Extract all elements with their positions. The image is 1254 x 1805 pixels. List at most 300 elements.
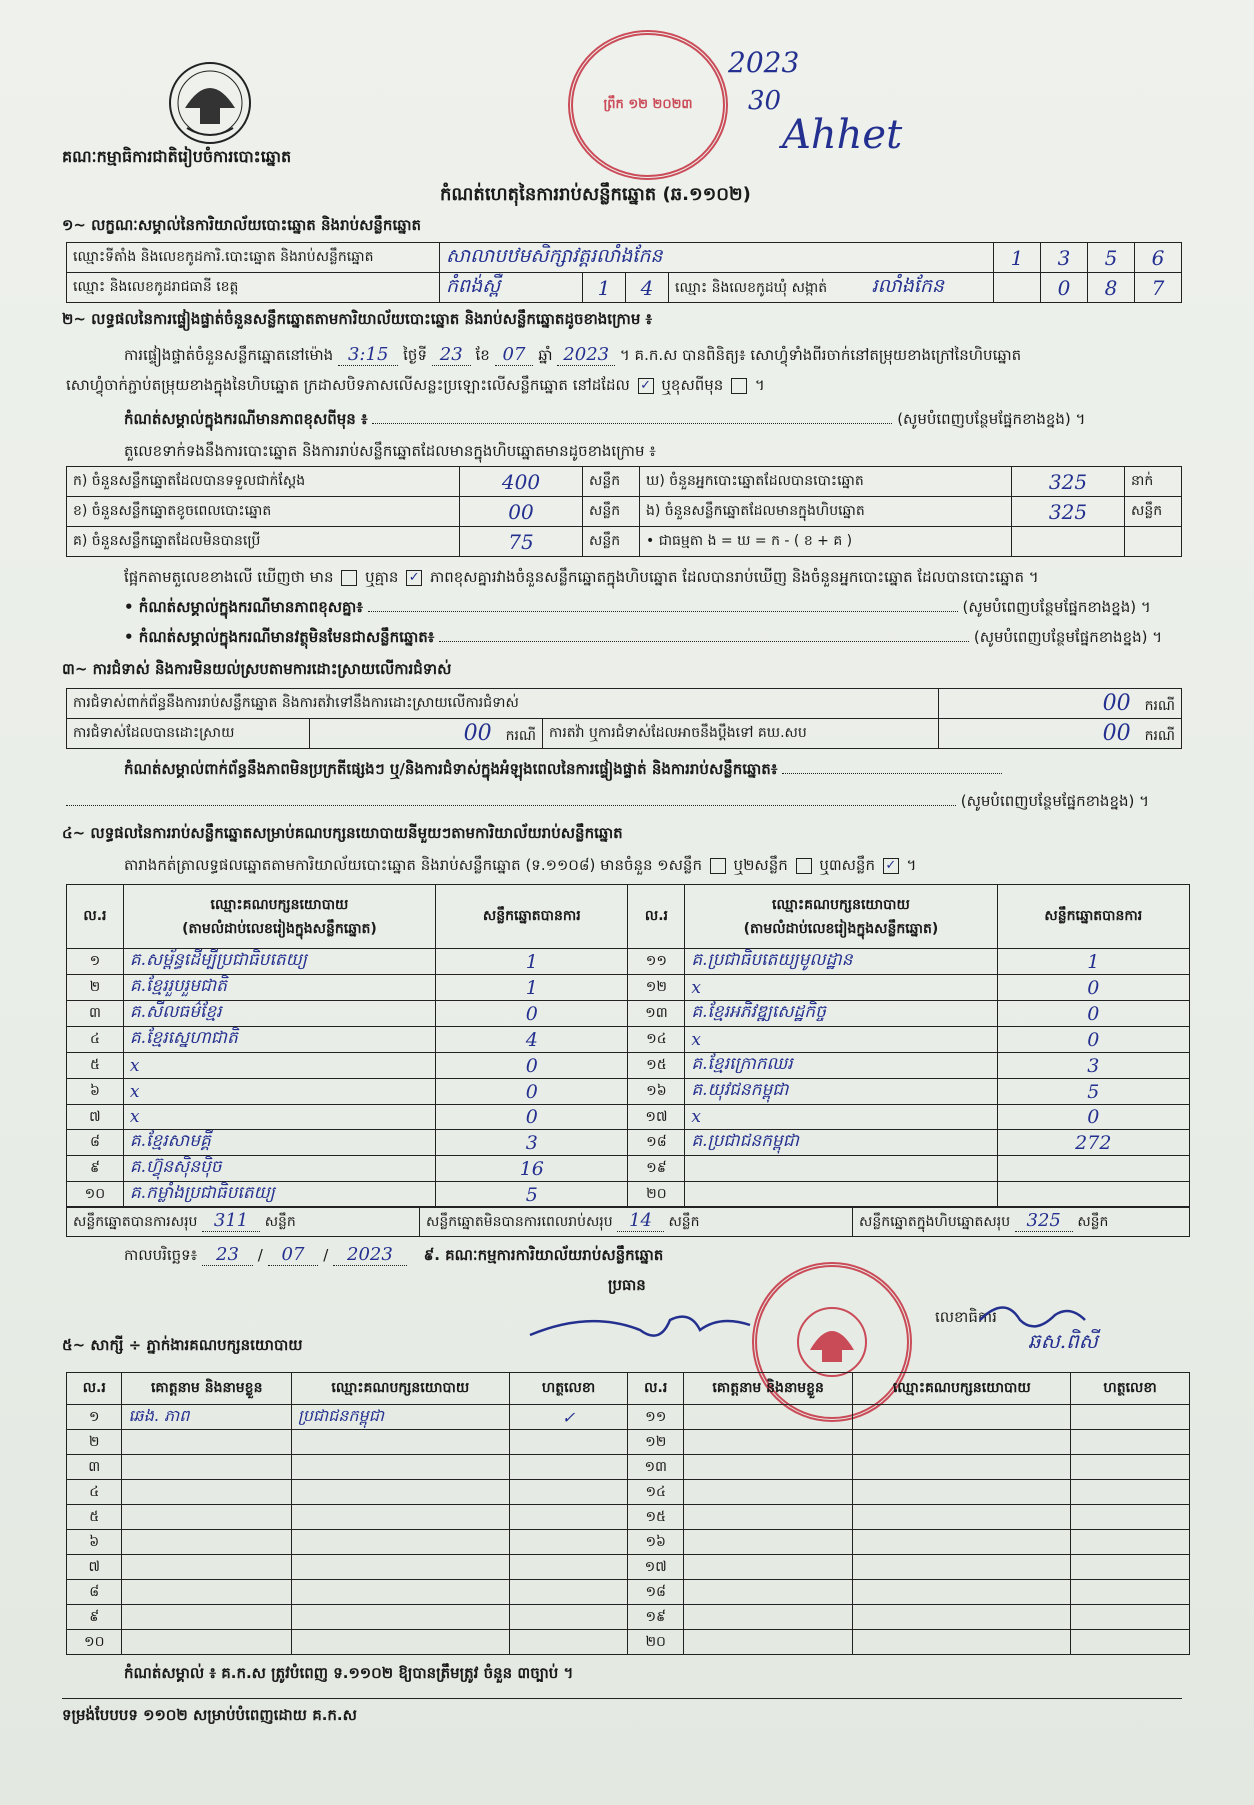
verify-day-label: ថ្ងៃទី bbox=[403, 346, 427, 364]
party-no: ៧ bbox=[67, 1105, 124, 1130]
results-row bbox=[67, 1105, 1190, 1130]
party-no: ៩ bbox=[67, 1156, 124, 1182]
witness-row bbox=[67, 1555, 1190, 1580]
diff-note-2-label: • កំណត់សម្គាល់ក្នុងករណីមានភាពខុសគ្នា៖ bbox=[124, 598, 363, 616]
results-row bbox=[67, 949, 1190, 975]
secretary-name: ឆស.ពិសី bbox=[1028, 1329, 1098, 1353]
valid-total-label: សន្លឹកឆ្នោតបានការសរុប bbox=[73, 1214, 198, 1230]
col-no-left: ល.រ bbox=[67, 885, 124, 949]
witness-row bbox=[67, 1430, 1190, 1455]
witness-no: ៤ bbox=[67, 1480, 122, 1505]
date-month: 07 bbox=[268, 1244, 319, 1266]
province-code-1: 1 bbox=[583, 273, 626, 303]
party-votes-r bbox=[997, 1182, 1189, 1208]
box-total-unit: សន្លឹក bbox=[1077, 1214, 1109, 1230]
figures-intro: តួលេខទាក់ទងនឹងការបោះឆ្នោត និងការរាប់សន្លឹកឆ្នោតដែលមានក្នុងហិបឆ្នោតមានដូចខាងក្រោម ៖ bbox=[124, 442, 656, 460]
party-votes-r: 5 bbox=[997, 1079, 1189, 1105]
witness-row bbox=[67, 1580, 1190, 1605]
appeal-unit: ករណី bbox=[1144, 727, 1175, 744]
witness-col-name: គោត្តនាម និងនាមខ្លួន bbox=[122, 1373, 291, 1405]
witness-no-r: ១៥ bbox=[628, 1505, 683, 1530]
party-votes-r bbox=[997, 1156, 1189, 1182]
witness-col-party-r: ឈ្មោះគណបក្សនយោបាយ bbox=[853, 1373, 1071, 1405]
witness-party-r bbox=[853, 1480, 1071, 1505]
stamp-text: ព្រឹក ១២ ២០២៣ bbox=[603, 97, 693, 112]
party-no: ២ bbox=[67, 975, 124, 1001]
official-stamp-top bbox=[568, 30, 728, 180]
party-name: គ.កម្លាំងប្រជាធិបតេយ្យ bbox=[123, 1182, 435, 1208]
party-name: គ.ហ៊្វុនស៊ិនប៉ិច bbox=[123, 1156, 435, 1182]
figure-right-unit bbox=[1125, 527, 1182, 557]
appeal-count-cell bbox=[939, 719, 1182, 749]
party-votes: 1 bbox=[436, 975, 628, 1001]
witness-no-r: ១២ bbox=[628, 1430, 683, 1455]
witness-party-r bbox=[853, 1530, 1071, 1555]
witness-signature-r bbox=[1071, 1455, 1190, 1480]
col-party-left bbox=[123, 885, 435, 949]
party-votes-r: 3 bbox=[997, 1053, 1189, 1079]
party-no: ៣ bbox=[67, 1001, 124, 1027]
witness-party-r bbox=[853, 1630, 1071, 1655]
nec-emblem-icon bbox=[165, 58, 255, 148]
witness-no: ៩ bbox=[67, 1605, 122, 1630]
party-no: ៥ bbox=[67, 1053, 124, 1079]
witness-party bbox=[291, 1630, 509, 1655]
party-no-r: ១១ bbox=[628, 949, 685, 975]
witness-no: ១ bbox=[67, 1405, 122, 1430]
valid-total-unit: សន្លឹក bbox=[264, 1214, 296, 1230]
witness-row bbox=[67, 1480, 1190, 1505]
party-name-r bbox=[685, 1156, 997, 1182]
has-label: ផ្អែកតាមតួលេខខាងលើ ឃើញថា មាន bbox=[124, 568, 334, 586]
witness-col-party: ឈ្មោះគណបក្សនយោបាយ bbox=[291, 1373, 509, 1405]
witness-name bbox=[122, 1605, 291, 1630]
none-label: ឬគ្មាន bbox=[365, 568, 399, 586]
party-name-r: គ.ខ្មែរអភិវឌ្ឍសេដ្ឋកិច្ច bbox=[685, 1001, 997, 1027]
verify-line-2: សោហ្វុំចាក់ភ្ជាប់តម្រុយខាងក្នុងនៃហិបឆ្នោត ក្រដាសបិទភាសលើសន្លះប្រឡោះលើសន្លឹកឆ្នោត នៅដដែល ✓ ឬខុសពីមុន ។ bbox=[66, 376, 765, 394]
sheet-count-text: តារាងកត់ត្រាលទ្ធផលឆ្នោតតាមការិយាល័យបោះឆ្នោត និងរាប់សន្លឹកឆ្នោត (ទ.១១០៨) មានចំនួន ១សន្លឹក bbox=[124, 856, 702, 874]
results-row bbox=[67, 1130, 1190, 1156]
party-no: ៨ bbox=[67, 1130, 124, 1156]
party-votes: 0 bbox=[436, 1079, 628, 1105]
party-name-r: គ.យុវជនកម្ពុជា bbox=[685, 1079, 997, 1105]
col-votes-left: សន្លឹកឆ្នោតបានការ bbox=[436, 885, 628, 949]
witness-party: ប្រជាជនកម្ពុជា bbox=[291, 1405, 509, 1430]
figure-right-value-text: 325 bbox=[1048, 499, 1088, 524]
party-no: ៤ bbox=[67, 1027, 124, 1053]
verify-year: 2023 bbox=[557, 344, 615, 366]
witness-party bbox=[291, 1480, 509, 1505]
objection-count-cell bbox=[939, 689, 1182, 719]
witness-no-r: ២០ bbox=[628, 1630, 683, 1655]
witness-signature-r bbox=[1071, 1405, 1190, 1430]
committee-label: ៩. គណៈកម្មការការិយាល័យរាប់សន្លឹកឆ្នោត bbox=[423, 1246, 664, 1264]
figure-value-text: 75 bbox=[508, 529, 534, 554]
witness-row bbox=[67, 1605, 1190, 1630]
witness-party-r bbox=[853, 1505, 1071, 1530]
results-row bbox=[67, 1053, 1190, 1079]
irregularity-note bbox=[124, 760, 1002, 782]
two-sheet-label: ឬ២សន្លឹក bbox=[733, 856, 788, 874]
party-votes-r: 1 bbox=[997, 949, 1189, 975]
witness-signature-r bbox=[1071, 1605, 1190, 1630]
resolved-count: 00 bbox=[463, 720, 492, 746]
discrepancy-text: ភាពខុសគ្នារវាងចំនួនសន្លឹកឆ្នោតក្នុងហិបឆ្នោត ដែលបានរាប់ឃើញ និងចំនួនអ្នកបោះឆ្នោត ដែលបានបោះឆ្នោត ។ bbox=[429, 568, 1039, 586]
discrepancy-line bbox=[124, 568, 1039, 590]
verify-month-label: ខែ bbox=[475, 346, 490, 364]
results-row bbox=[67, 1156, 1190, 1182]
verify-line-1 bbox=[124, 344, 1021, 368]
commune-name: រលាំងកែន bbox=[871, 274, 944, 297]
witness-name bbox=[122, 1480, 291, 1505]
party-votes: 0 bbox=[436, 1001, 628, 1027]
verify-line-1-rest: ។ គ.ក.ស បានពិនិត្យ៖ សោហ្វុំទាំងពីរចាក់នៅតម្រុយខាងក្រៅនៃហិបឆ្នោត bbox=[619, 346, 1022, 364]
figure-right-value-text: 325 bbox=[1048, 469, 1088, 494]
figure-right-unit: នាក់ bbox=[1125, 467, 1182, 497]
one-sheet-checkbox[interactable] bbox=[710, 858, 726, 874]
party-votes-r: 0 bbox=[997, 1027, 1189, 1053]
party-no-r: ១២ bbox=[628, 975, 685, 1001]
witness-no-r: ១៦ bbox=[628, 1530, 683, 1555]
witness-name-r bbox=[683, 1580, 852, 1605]
verify-time-label: ការផ្ទៀងផ្ទាត់ចំនួនសន្លឹកឆ្នោតនៅម៉ោង bbox=[124, 346, 334, 364]
objection-unit: ករណី bbox=[1144, 697, 1175, 714]
province-name: កំពង់ស្ពឺ bbox=[440, 273, 583, 303]
appeal-count: 00 bbox=[1102, 720, 1131, 746]
party-name: x bbox=[123, 1105, 435, 1130]
witness-name bbox=[122, 1630, 291, 1655]
witness-name-r bbox=[683, 1530, 852, 1555]
witness-signature bbox=[509, 1480, 628, 1505]
witness-col-sig-r: ហត្ថលេខា bbox=[1071, 1373, 1190, 1405]
objection-label: ការជំទាស់ពាក់ព័ន្ធនឹងការរាប់សន្លឹកឆ្នោត និងការតវ៉ាទៅនឹងការដោះស្រាយលើការជំទាស់ bbox=[67, 689, 939, 719]
commune-label: ឈ្មោះ និងលេខកូដឃុំ សង្កាត់ bbox=[675, 279, 828, 296]
party-no-r: ១៦ bbox=[628, 1079, 685, 1105]
witness-no: ២ bbox=[67, 1430, 122, 1455]
witness-party-r bbox=[853, 1555, 1071, 1580]
witness-no: ៧ bbox=[67, 1555, 122, 1580]
witness-signature bbox=[509, 1505, 628, 1530]
party-name-r: x bbox=[685, 975, 997, 1001]
witness-name bbox=[122, 1555, 291, 1580]
province-label: ឈ្មោះ និងលេខកូដរាជធានី ខេត្ត bbox=[67, 273, 440, 303]
party-name-r: x bbox=[685, 1027, 997, 1053]
witness-signature-r bbox=[1071, 1630, 1190, 1655]
station-code-3: 5 bbox=[1088, 243, 1135, 273]
witness-no-r: ១៨ bbox=[628, 1580, 683, 1605]
footnote: កំណត់សម្គាល់ ៖ គ.ក.ស ត្រូវបំពេញ ទ.១១០២ ឱ្យបានត្រឹមត្រូវ ចំនួន ៣ច្បាប់ ។ bbox=[124, 1664, 574, 1682]
box-total-label: សន្លឹកឆ្នោតក្នុងហិបឆ្នោតសរុប bbox=[859, 1214, 1011, 1230]
commune-code-3: 7 bbox=[1135, 273, 1182, 303]
witness-name-r bbox=[683, 1430, 852, 1455]
commune-code-spacer bbox=[994, 273, 1041, 303]
witness-signature-r bbox=[1071, 1530, 1190, 1555]
witness-no: ៥ bbox=[67, 1505, 122, 1530]
witness-party-r bbox=[853, 1605, 1071, 1630]
sheet-count-line: តារាងកត់ត្រាលទ្ធផលឆ្នោតតាមការិយាល័យបោះឆ្នោត និងរាប់សន្លឹកឆ្នោត (ទ.១១០៨) មានចំនួន ១សន្លឹក ឬ២សន្លឹក ឬ៣សន្លឹក ✓ ។ bbox=[124, 856, 917, 874]
witness-col-sig: ហត្ថលេខា bbox=[509, 1373, 628, 1405]
results-row bbox=[67, 1079, 1190, 1105]
witness-signature-r bbox=[1071, 1480, 1190, 1505]
station-table bbox=[66, 242, 1182, 303]
figure-right-value bbox=[1012, 527, 1125, 557]
station-label: ឈ្មោះទីតាំង និងលេខកូដការិ.បោះឆ្នោត និងរាប់សន្លឹកឆ្នោត bbox=[67, 243, 440, 273]
witness-name bbox=[122, 1580, 291, 1605]
figure-label: គ) ចំនួនសន្លឹកឆ្នោតដែលមិនបានប្រើ bbox=[67, 527, 460, 557]
party-name: គ.ខ្មែររួបរួមជាតិ bbox=[123, 975, 435, 1001]
irregularity-note-2 bbox=[66, 792, 1182, 814]
object-note-blank bbox=[439, 629, 969, 642]
appeal-label: ការតវ៉ា ឬការជំទាស់ដែលអាចនឹងប្ដឹងទៅ គឃ.សប bbox=[543, 719, 939, 749]
party-votes: 0 bbox=[436, 1105, 628, 1130]
diff-note-2-hint: (សូមបំពេញបន្ថែមផ្នែកខាងខ្នង) ។ bbox=[962, 598, 1151, 616]
invalid-total: 14 bbox=[617, 1210, 664, 1232]
witness-no-r: ១៤ bbox=[628, 1480, 683, 1505]
irregularity-hint: (សូមបំពេញបន្ថែមផ្នែកខាងខ្នង) ។ bbox=[960, 792, 1150, 810]
witness-col-no-r: ល.រ bbox=[628, 1373, 683, 1405]
org-name: គណៈកម្មាធិការជាតិរៀបចំការបោះឆ្នោត bbox=[62, 147, 292, 166]
chair-signature bbox=[520, 1290, 760, 1360]
date-line: កាលបរិច្ឆេទ៖ 23 / 07 / 2023 ៩. គណៈកម្មការការិយាល័យរាប់សន្លឹកឆ្នោត bbox=[124, 1244, 664, 1265]
figure-value-text: 400 bbox=[501, 469, 541, 494]
witness-name: ឆេង. ភាព bbox=[122, 1405, 291, 1430]
irregularity-blank-2 bbox=[66, 793, 956, 806]
object-note bbox=[124, 628, 1184, 650]
party-name-r: គ.ប្រជាជនកម្ពុជា bbox=[685, 1130, 997, 1156]
witness-name-r bbox=[683, 1630, 852, 1655]
witness-signature: ✓ bbox=[509, 1405, 628, 1430]
section-1-title: ១~ លក្ខណៈសម្គាល់នៃការិយាល័យបោះឆ្នោត និងរាប់សន្លឹកឆ្នោត bbox=[62, 216, 422, 234]
witness-name-r bbox=[683, 1405, 852, 1430]
party-no-r: ១៤ bbox=[628, 1027, 685, 1053]
irregularity-label: កំណត់សម្គាល់ពាក់ព័ន្ធនឹងភាពមិនប្រក្រតីផ្សេងៗ ឬ/និងការជំទាស់ក្នុងអំឡុងពេលនៃការផ្ទៀងផ្ទាត់ និងការរាប់សន្លឹកឆ្នោត៖ bbox=[124, 760, 778, 778]
col-no-right: ល.រ bbox=[628, 885, 685, 949]
verify-time: 3:15 bbox=[338, 344, 398, 366]
handwritten-initials: Ahhet bbox=[782, 112, 903, 158]
party-name-r bbox=[685, 1182, 997, 1208]
witness-party bbox=[291, 1430, 509, 1455]
party-no: ៦ bbox=[67, 1079, 124, 1105]
date-day: 23 bbox=[202, 1244, 253, 1266]
witness-row bbox=[67, 1505, 1190, 1530]
three-sheet-checkbox[interactable]: ✓ bbox=[883, 858, 899, 874]
party-votes: 1 bbox=[436, 949, 628, 975]
witness-signature bbox=[509, 1530, 628, 1555]
witness-no-r: ១៣ bbox=[628, 1455, 683, 1480]
date-year: 2023 bbox=[333, 1244, 407, 1266]
footer-divider bbox=[62, 1698, 1182, 1699]
box-total-cell bbox=[853, 1207, 1190, 1237]
three-sheet-label: ឬ៣សន្លឹក bbox=[819, 856, 875, 874]
date-label: កាលបរិច្ឆេទ៖ bbox=[124, 1246, 198, 1264]
no-diff-checkbox[interactable]: ✓ bbox=[406, 570, 422, 586]
witness-party-r bbox=[853, 1580, 1071, 1605]
party-votes: 5 bbox=[436, 1182, 628, 1208]
witness-name-r bbox=[683, 1480, 852, 1505]
resolved-label: ការជំទាស់ដែលបានដោះស្រាយ bbox=[67, 719, 310, 749]
invalid-total-unit: សន្លឹក bbox=[668, 1214, 700, 1230]
witness-row bbox=[67, 1405, 1190, 1430]
witness-name bbox=[122, 1455, 291, 1480]
witness-party-r bbox=[853, 1455, 1071, 1480]
party-name-r: គ.ខ្មែរក្រោកឈរ bbox=[685, 1053, 997, 1079]
witness-party bbox=[291, 1530, 509, 1555]
valid-total: 311 bbox=[202, 1210, 260, 1232]
party-name: គ.ខ្មែរសាមគ្គី bbox=[123, 1130, 435, 1156]
witness-col-no: ល.រ bbox=[67, 1373, 122, 1405]
figures-row bbox=[67, 497, 1182, 527]
diff-note-blank bbox=[372, 411, 892, 424]
party-name: គ.ខ្មែរស្នេហាជាតិ bbox=[123, 1027, 435, 1053]
party-no-r: ១៩ bbox=[628, 1156, 685, 1182]
witness-name-r bbox=[683, 1605, 852, 1630]
figure-right-label: ង) ចំនួនសន្លឹកឆ្នោតដែលមានក្នុងហិបឆ្នោត bbox=[640, 497, 1012, 527]
witness-no: ១០ bbox=[67, 1630, 122, 1655]
witness-name bbox=[122, 1505, 291, 1530]
party-no: ១០ bbox=[67, 1182, 124, 1208]
section-3-title: ៣~ ការជំទាស់ និងការមិនយល់ស្របតាមការដោះស្រាយលើការជំទាស់ bbox=[62, 660, 452, 678]
witness-party bbox=[291, 1455, 509, 1480]
witness-signature bbox=[509, 1555, 628, 1580]
party-no-r: ១៧ bbox=[628, 1105, 685, 1130]
figure-right-value bbox=[1012, 467, 1125, 497]
figures-row bbox=[67, 527, 1182, 557]
party-votes-r: 0 bbox=[997, 1001, 1189, 1027]
party-votes-r: 272 bbox=[997, 1130, 1189, 1156]
two-sheet-checkbox[interactable] bbox=[796, 858, 812, 874]
col-party-right bbox=[685, 885, 997, 949]
party-name: គ.សីលធម៌ខ្មែរ bbox=[123, 1001, 435, 1027]
party-votes: 0 bbox=[436, 1053, 628, 1079]
party-no-r: ១៣ bbox=[628, 1001, 685, 1027]
verify-year-label: ឆ្នាំ bbox=[538, 346, 553, 364]
party-name: គ.សម្ព័ន្ធដើម្បីប្រជាធិបតេយ្យ bbox=[123, 949, 435, 975]
invalid-total-cell bbox=[420, 1207, 853, 1237]
col-party-right-sub: (តាមលំដាប់លេខរៀងក្នុងសន្លឹកឆ្នោត) bbox=[743, 920, 939, 937]
figure-unit: សន្លឹក bbox=[583, 527, 640, 557]
col-votes-right: សន្លឹកឆ្នោតបានការ bbox=[997, 885, 1189, 949]
irregularity-blank bbox=[782, 761, 1002, 774]
figures-table bbox=[66, 466, 1182, 557]
party-votes-r: 0 bbox=[997, 975, 1189, 1001]
figure-unit: សន្លឹក bbox=[583, 467, 640, 497]
station-code-4: 6 bbox=[1135, 243, 1182, 273]
witness-row bbox=[67, 1630, 1190, 1655]
objections-table bbox=[66, 688, 1182, 749]
commune-code-2: 8 bbox=[1088, 273, 1135, 303]
resolved-count-cell bbox=[310, 719, 543, 749]
witness-party-r bbox=[853, 1430, 1071, 1455]
party-name: x bbox=[123, 1053, 435, 1079]
section-5-title: ៥~ សាក្សី ÷ ភ្នាក់ងារគណបក្សនយោបាយ bbox=[62, 1336, 303, 1354]
form-title: កំណត់ហេតុនៃការរាប់សន្លឹកឆ្នោត (ឆ.១១០២) bbox=[440, 184, 751, 205]
witness-name bbox=[122, 1430, 291, 1455]
figures-row bbox=[67, 467, 1182, 497]
figure-label: ខ) ចំនួនសន្លឹកឆ្នោតខូចពេលបោះឆ្នោត bbox=[67, 497, 460, 527]
object-note-hint: (សូមបំពេញបន្ថែមផ្នែកខាងខ្នង) ។ bbox=[973, 628, 1163, 646]
party-name: x bbox=[123, 1079, 435, 1105]
party-votes: 4 bbox=[436, 1027, 628, 1053]
witness-no-r: ១១ bbox=[628, 1405, 683, 1430]
party-votes: 3 bbox=[436, 1130, 628, 1156]
witness-signature bbox=[509, 1455, 628, 1480]
different-label: ឬខុសពីមុន bbox=[661, 376, 724, 394]
witness-party bbox=[291, 1605, 509, 1630]
witness-signature-r bbox=[1071, 1505, 1190, 1530]
diff-note-2-blank bbox=[368, 599, 958, 612]
results-row bbox=[67, 975, 1190, 1001]
figure-right-label: ឃ) ចំនួនអ្នកបោះឆ្នោតដែលបានបោះឆ្នោត bbox=[640, 467, 1012, 497]
province-code-2: 4 bbox=[626, 273, 669, 303]
section-4-title: ៤~ លទ្ធផលនៃការរាប់សន្លឹកឆ្នោតសម្រាប់គណបក្សនយោបាយនីមួយៗតាមការិយាល័យរាប់សន្លឹកឆ្នោត bbox=[62, 824, 623, 842]
commune-code-1: 0 bbox=[1041, 273, 1088, 303]
witness-signature-r bbox=[1071, 1555, 1190, 1580]
witness-signature bbox=[509, 1605, 628, 1630]
hw-year: 2023 bbox=[728, 46, 800, 79]
party-votes: 16 bbox=[436, 1156, 628, 1182]
witness-no-r: ១៩ bbox=[628, 1605, 683, 1630]
witness-signature-r bbox=[1071, 1430, 1190, 1455]
figure-right-unit: សន្លឹក bbox=[1125, 497, 1182, 527]
witness-name bbox=[122, 1530, 291, 1555]
object-note-label: • កំណត់សម្គាល់ក្នុងករណីមានវត្ថុមិនមែនជាសន្លឹកឆ្នោត៖ bbox=[124, 628, 435, 646]
col-party-left-title: ឈ្មោះគណបក្សនយោបាយ bbox=[210, 896, 349, 913]
box-total: 325 bbox=[1015, 1210, 1073, 1232]
figure-unit: សន្លឹក bbox=[583, 497, 640, 527]
witness-signature bbox=[509, 1580, 628, 1605]
witness-name-r bbox=[683, 1505, 852, 1530]
witness-col-name-r: គោត្តនាម និងនាមខ្លួន bbox=[683, 1373, 852, 1405]
resolved-unit: ករណី bbox=[505, 727, 536, 744]
party-no-r: ២០ bbox=[628, 1182, 685, 1208]
witness-signature bbox=[509, 1630, 628, 1655]
party-no-r: ១៨ bbox=[628, 1130, 685, 1156]
objection-count: 00 bbox=[1102, 690, 1131, 716]
verify-day: 23 bbox=[432, 344, 471, 366]
party-no: ១ bbox=[67, 949, 124, 975]
figure-right-value bbox=[1012, 497, 1125, 527]
figure-value-text: 00 bbox=[508, 499, 534, 524]
witness-signature bbox=[509, 1430, 628, 1455]
same-as-before-checkbox[interactable]: ✓ bbox=[638, 378, 654, 394]
secretary-label: លេខាធិការ bbox=[935, 1308, 997, 1326]
figure-label: ក) ចំនួនសន្លឹកឆ្នោតដែលបានទទួលជាក់ស្តែង bbox=[67, 467, 460, 497]
witness-row bbox=[67, 1530, 1190, 1555]
witness-no-r: ១៧ bbox=[628, 1555, 683, 1580]
valid-total-cell bbox=[67, 1207, 420, 1237]
diff-note-label: កំណត់សម្គាល់ក្នុងករណីមានភាពខុសពីមុន ៖ bbox=[124, 410, 368, 428]
has-diff-checkbox[interactable] bbox=[341, 570, 357, 586]
figure-value bbox=[460, 497, 583, 527]
party-name-r: x bbox=[685, 1105, 997, 1130]
diff-note-2 bbox=[124, 598, 1184, 620]
station-code-1: 1 bbox=[994, 243, 1041, 273]
witness-party bbox=[291, 1505, 509, 1530]
different-checkbox[interactable] bbox=[731, 378, 747, 394]
diff-note-hint: (សូមបំពេញបន្ថែមផ្នែកខាងខ្នង) ។ bbox=[897, 410, 1086, 428]
figure-value bbox=[460, 527, 583, 557]
witness-table bbox=[66, 1372, 1190, 1655]
stamp-emblem-icon bbox=[792, 1302, 872, 1382]
station-name: សាលាបឋមសិក្សាវត្តរលាំងកែន bbox=[440, 243, 994, 273]
footer-text: ទម្រង់បែបបទ ១១០២ សម្រាប់បំពេញដោយ គ.ក.ស bbox=[62, 1706, 357, 1724]
witness-party-r bbox=[853, 1405, 1071, 1430]
verify-month: 07 bbox=[495, 344, 534, 366]
witness-name-r bbox=[683, 1555, 852, 1580]
commune-cell bbox=[669, 273, 994, 303]
witness-signature-r bbox=[1071, 1580, 1190, 1605]
party-votes-r: 0 bbox=[997, 1105, 1189, 1130]
